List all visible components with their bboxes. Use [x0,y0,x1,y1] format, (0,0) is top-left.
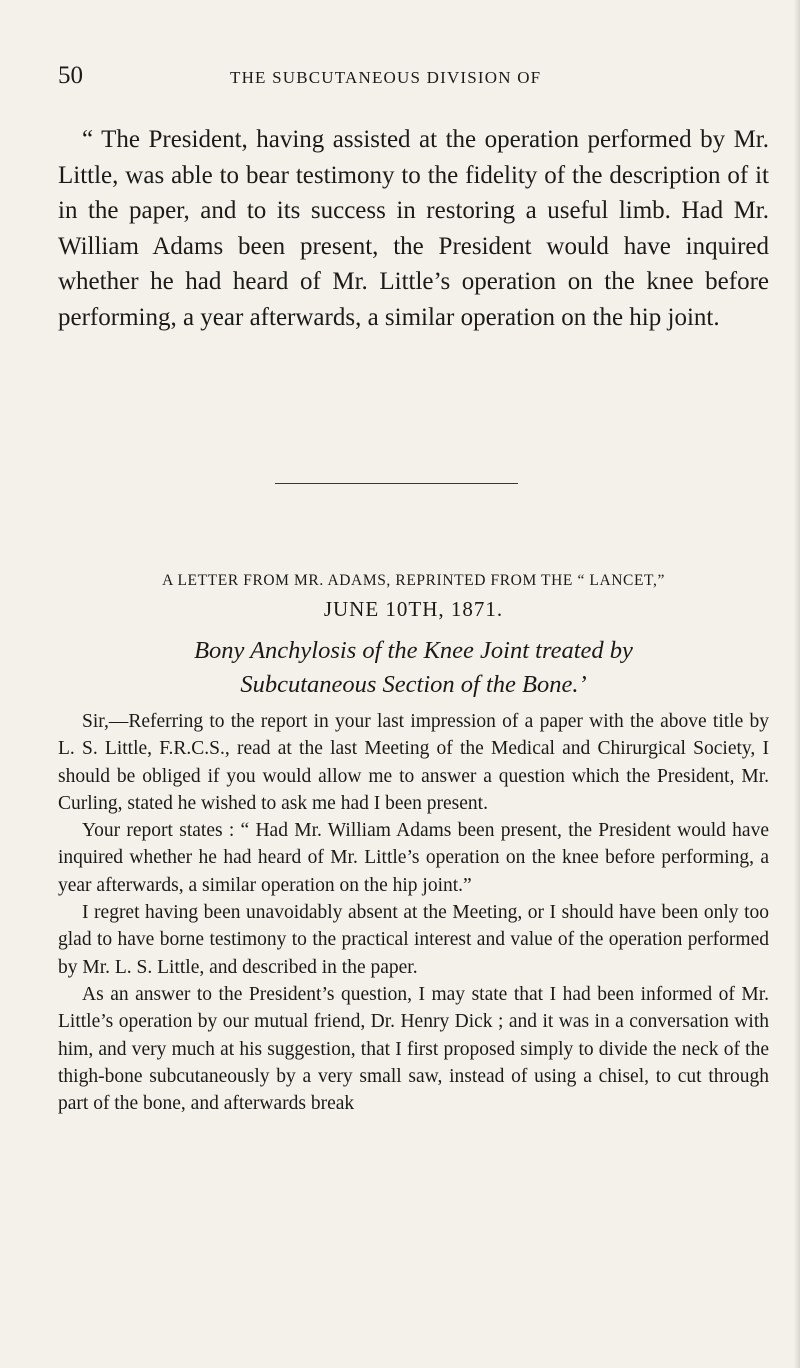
letter-title [58,634,769,702]
quoted-paragraph: “ The President, having assisted at the operation performed by Mr. Little, was able to bear testimony to the fidelity of the description of it in the paper, and to its success in restoring a useful limb. Had Mr. William Adams been present, the President would have inquired whether he had heard of Mr. Little’s operation on the knee before performing, a year afterwards, a similar operation on the hip joint. [58,126,769,331]
page-number: 50 [58,62,83,89]
running-title: THE SUBCUTANEOUS DIVISION OF [230,68,542,87]
running-head [58,62,758,96]
letter-title-line-2: Subcutaneous Section of the Bone.’ [240,671,587,698]
letter-paragraph: I regret having been unavoidably absent at the Meeting, or I should have been only too glad to have borne testimony to the practical interest and value of the operation performed by Mr. L. S. Little, and described in the paper. [58,902,769,978]
letter-title-line-1: Bony Anchylosis of the Knee Joint treated by [194,637,633,664]
letter-heading [58,567,769,623]
letter-heading-date: JUNE 10TH, 1871. [323,597,504,621]
letter-paragraph: Your report states : “ Had Mr. William Adams been present, the President would have inquired whether he had heard of Mr. Little’s operation on the knee before performing, a year afterwards, a similar operation on the hip joint.” [58,820,769,896]
page-edge-shadow [794,0,800,1368]
letter-body [58,708,769,1117]
letter-paragraph: As an answer to the President’s question, I may state that I had been informed of Mr. Little’s operation by our mutual friend, Dr. Henry Dick ; and it was in a conversation with him, and very much at his suggestion, that I first proposed simply to divide the neck of the thigh-bone subcutaneously by a very small saw, instead of using a chisel, to cut through part of the bone, and afterwards break [58,983,769,1115]
section-divider [275,483,518,484]
letter-paragraph: Sir,—Referring to the report in your last impression of a paper with the above title by L. S. Little, F.R.C.S., read at the last Meeting of the Medical and Chirurgical Society, I should be obliged if you would allow me to answer a question which the President, Mr. Curling, stated he wished to ask me had I been present. [58,711,769,814]
letter-heading-line-1: A LETTER FROM MR. ADAMS, REPRINTED FROM THE “ LANCET,” [162,572,665,589]
